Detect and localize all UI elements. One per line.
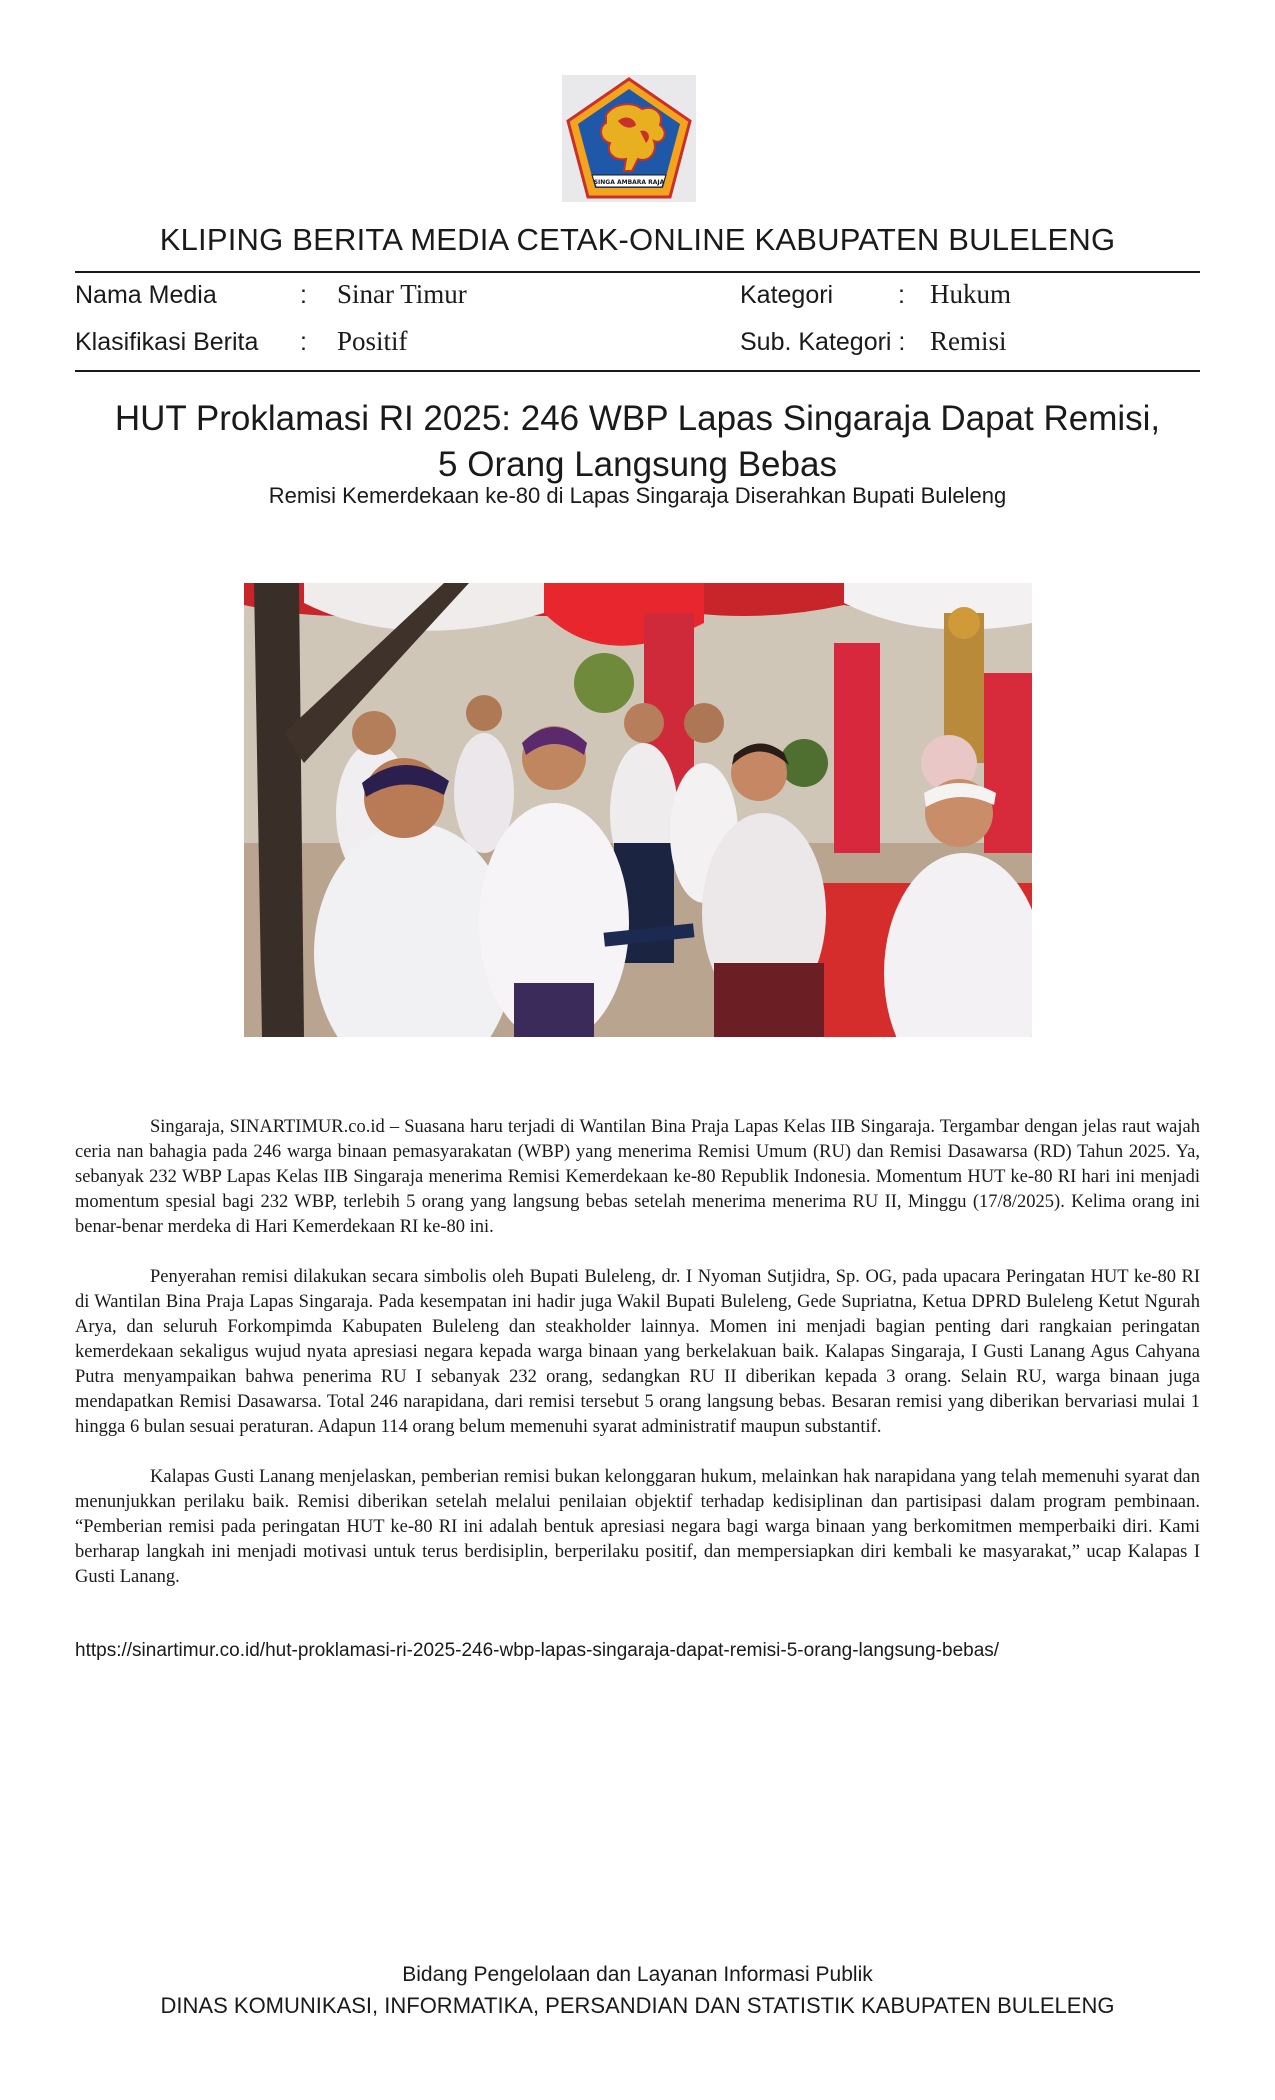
article-paragraph-1: Singaraja, SINARTIMUR.co.id – Suasana haru terjadi di Wantilan Bina Praja Lapas Kelas IIB Singaraja. Tergambar dengan jelas raut wajah ceria nan bahagia pada 246 warga binaan pemasyarakatan (WBP) yang menerima Remisi Umum (RU) dan Remisi Dasawarsa (RD) Tahun 2025. Ya, sebanyak 232 WBP Lapas Kelas IIB Singaraja menerima Remisi Kemerdekaan ke-80 Republik Indonesia. Momentum HUT ke-80 RI hari ini menjadi momentum spesial bagi 232 WBP, terlebih 5 orang yang langsung bebas setelah menerima menerima RU II, Minggu (17/8/2025). Kelima orang ini benar-benar merdeka di Hari Kemerdekaan RI ke-80 ini.	[75, 1117, 1200, 1237]
media-separator: :	[300, 281, 307, 309]
source-url-link[interactable]: https://sinartimur.co.id/hut-proklamasi-ri-2025-246-wbp-lapas-singaraja-dapat-remisi-5-orang-langsung-bebas/	[75, 1640, 1000, 1661]
article-body	[75, 1115, 1200, 1615]
article-subheadline: Remisi Kemerdekaan ke-80 di Lapas Singaraja Diserahkan Bupati Buleleng	[268, 483, 1007, 508]
headline-line-1: HUT Proklamasi RI 2025: 246 WBP Lapas Singaraja Dapat Remisi,	[114, 399, 1161, 438]
klasifikasi-separator: :	[300, 328, 307, 356]
footer-agency: DINAS KOMUNIKASI, INFORMATIKA, PERSANDIAN DAN STATISTIK KABUPATEN BULELENG	[160, 1993, 1115, 2018]
sub-kategori-value: Remisi	[930, 326, 1007, 356]
top-divider	[75, 271, 1200, 273]
sub-kategori-label: Sub. Kategori :	[740, 328, 906, 356]
article-paragraph-2: Penyerahan remisi dilakukan secara simbolis oleh Bupati Buleleng, dr. I Nyoman Sutjidra, Sp. OG, pada upacara Peringatan HUT ke-80 RI di Wantilan Bina Praja Lapas Singaraja. Pada kesempatan ini hadir juga Wakil Bupati Buleleng, Gede Supriatna, Ketua DPRD Buleleng Ketut Ngurah Arya, dan seluruh Forkompimda Kabupaten Buleleng dan steakholder lainnya. Momen ini menjadi bagian penting dari rangkaian peringatan kemerdekaan sekaligus wujud nyata apresiasi negara kepada warga binaan yang berkelakuan baik. Kalapas Singaraja, I Gusti Lanang Agus Cahyana Putra menyampaikan bahwa penerima RU I sebanyak 232 orang, sedangkan RU II diberikan kepada 3 orang. Selain RU, warga binaan juga mendapatkan Remisi Dasawarsa. Total 246 narapidana, dari remisi tersebut 5 orang langsung bebas. Besaran remisi yang diberikan bervariasi mulai 1 hingga 6 bulan sesuai peraturan. Adapun 114 orang belum memenuhi syarat administratif maupun substantif.	[75, 1267, 1200, 1437]
article-paragraph-3: Kalapas Gusti Lanang menjelaskan, pemberian remisi bukan kelonggaran hukum, melainkan hak narapidana yang telah memenuhi syarat dan menunjukkan perilaku baik. Remisi diberikan setelah melalui penilaian objektif terhadap kedisiplinan dan partisipasi dalam program pembinaan. “Pemberian remisi pada peringatan HUT ke-80 RI ini adalah bentuk apresiasi negara bagi warga binaan yang berkomitmen memperbaiki diri. Kami berharap langkah ini menjadi motivasi untuk terus berdisiplin, berperilaku positif, dan mempersiapkan diri kembali ke masyarakat,” ucap Kalapas I Gusti Lanang.	[75, 1467, 1200, 1587]
remission-ceremony-photo	[244, 583, 1032, 1037]
meta-divider	[75, 370, 1200, 372]
kategori-value: Hukum	[930, 279, 1011, 309]
page-title: KLIPING BERITA MEDIA CETAK-ONLINE KABUPATEN BULELENG	[159, 222, 1116, 257]
buleleng-regency-emblem-icon	[562, 75, 696, 202]
media-value: Sinar Timur	[337, 279, 467, 309]
footer-department: Bidang Pengelolaan dan Layanan Informasi Publik	[402, 1963, 873, 1986]
article-headline	[75, 396, 1200, 488]
klasifikasi-label: Klasifikasi Berita	[75, 328, 259, 356]
klasifikasi-value: Positif	[337, 326, 408, 356]
media-label: Nama Media	[75, 281, 217, 309]
svg-text:SINGA AMBARA RAJA: SINGA AMBARA RAJA	[593, 179, 665, 186]
kategori-separator: :	[898, 281, 905, 309]
kategori-label: Kategori	[740, 281, 834, 309]
headline-line-2: 5 Orang Langsung Bebas	[438, 445, 837, 484]
